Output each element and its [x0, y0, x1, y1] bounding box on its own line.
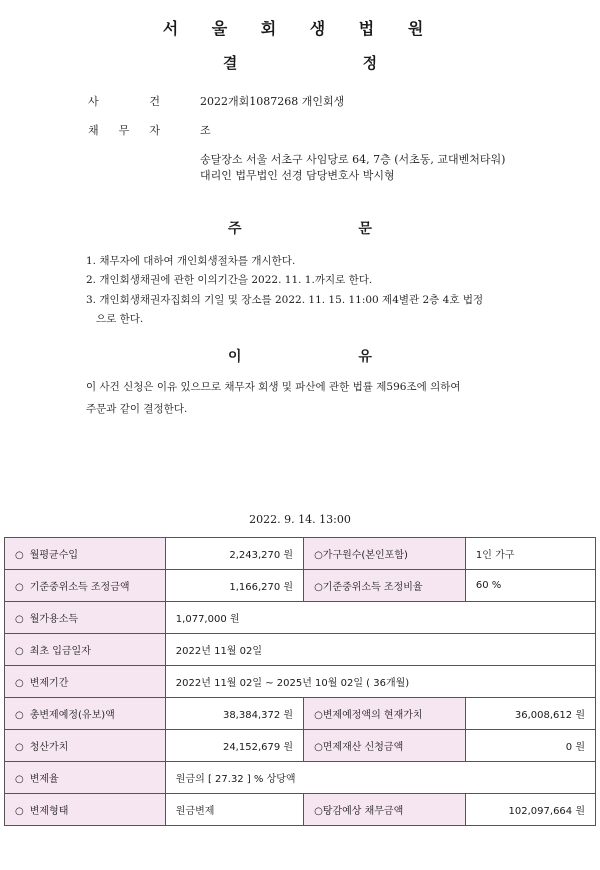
reason-heading: 이 유	[228, 349, 428, 365]
table-row	[5, 730, 596, 762]
legal-agent: 대리인 법무법인 선경 담당변호사 박시형	[200, 169, 395, 182]
case-label: 사 건	[88, 95, 160, 108]
document-type: 결 정	[222, 54, 438, 72]
table-row	[5, 634, 596, 666]
monthly-income-label: ○ 월평균수입	[5, 538, 166, 570]
circle-bullet-icon: ○	[15, 678, 24, 689]
circle-bullet-icon: ○	[15, 710, 24, 721]
circle-bullet-icon: ○	[15, 806, 24, 817]
order-item-1: 1. 채무자에 대하여 개인회생절차를 개시한다.	[86, 255, 296, 267]
circle-bullet-icon: ○	[314, 550, 323, 561]
first-payment-label: ○ 최초 입금일자	[5, 634, 166, 666]
liquidation-value-label: ○ 청산가치	[5, 730, 166, 762]
circle-bullet-icon: ○	[314, 710, 323, 721]
total-repayment-label: ○ 총변제예정(유보)액	[5, 698, 166, 730]
debt-reduction-label: ○탕감예상 채무금액	[304, 794, 466, 826]
circle-bullet-icon: ○	[15, 742, 24, 753]
case-number: 2022개회1087268 개인회생	[200, 95, 345, 108]
circle-bullet-icon: ○	[15, 646, 24, 657]
table-row	[5, 698, 596, 730]
exempt-property-value: 0 원	[465, 730, 595, 762]
circle-bullet-icon: ○	[15, 550, 24, 561]
available-income-label: ○ 월가용소득	[5, 602, 166, 634]
circle-bullet-icon: ○	[15, 774, 24, 785]
table-row	[5, 570, 596, 602]
order-heading: 주 문	[228, 221, 428, 237]
repayment-period-value: 2022년 11월 02일 ~ 2025년 10월 02일 ( 36개월)	[165, 666, 595, 698]
order-item-3-cont: 으로 한다.	[86, 313, 144, 325]
table-row	[5, 794, 596, 826]
table-row	[5, 538, 596, 570]
debtor-name: 조	[200, 124, 211, 137]
household-value: 1인 가구	[465, 538, 595, 570]
exempt-property-label: ○면제재산 신청금액	[304, 730, 466, 762]
circle-bullet-icon: ○	[15, 614, 24, 625]
repayment-period-label: ○ 변제기간	[5, 666, 166, 698]
repayment-type-value: 원금변제	[165, 794, 303, 826]
circle-bullet-icon: ○	[314, 742, 323, 753]
debtor-label: 채 무 자	[88, 124, 160, 137]
table-row	[5, 602, 596, 634]
decision-date: 2022. 9. 14. 13:00	[249, 513, 351, 526]
rehabilitation-summary-table	[4, 537, 596, 826]
debt-reduction-value: 102,097,664 원	[465, 794, 595, 826]
median-adjusted-label: ○ 기준중위소득 조정금액	[5, 570, 166, 602]
repayment-rate-label: ○ 변제율	[5, 762, 166, 794]
table-row	[5, 762, 596, 794]
repayment-type-label: ○ 변제형태	[5, 794, 166, 826]
present-value-value: 36,008,612 원	[465, 698, 595, 730]
monthly-income-value: 2,243,270 원	[165, 538, 303, 570]
median-adjusted-value: 1,166,270 원	[165, 570, 303, 602]
order-item-3: 3. 개인회생채권자집회의 기일 및 장소를 2022. 11. 15. 11:00 제4별관 2층 4호 법정	[86, 294, 484, 306]
table-row	[5, 666, 596, 698]
reason-text: 이 사건 신청은 이유 있으므로 채무자 회생 및 파산에 관한 법률 제596조에 의하여 주문과 같이 결정한다.	[86, 381, 461, 415]
order-item-2: 2. 개인회생채권에 관한 이의기간을 2022. 11. 1.까지로 한다.	[86, 274, 373, 286]
repayment-rate-value: 원금의 [ 27.32 ] % 상당액	[165, 762, 595, 794]
total-repayment-value: 38,384,372 원	[165, 698, 303, 730]
liquidation-value-value: 24,152,679 원	[165, 730, 303, 762]
circle-bullet-icon: ○	[314, 582, 323, 593]
first-payment-value: 2022년 11월 02일	[165, 634, 595, 666]
median-ratio-label: ○기준중위소득 조정비율	[304, 570, 466, 602]
present-value-label: ○변제예정액의 현재가치	[304, 698, 466, 730]
household-label: ○가구원수(본인포함)	[304, 538, 466, 570]
available-income-value: 1,077,000 원	[165, 602, 595, 634]
court-name: 서 울 회 생 법 원	[162, 19, 438, 38]
circle-bullet-icon: ○	[314, 806, 323, 817]
delivery-address: 송달장소 서울 서초구 사임당로 64, 7층 (서초동, 교대벤처타워)	[200, 153, 506, 166]
median-ratio-value: 60 %	[465, 570, 595, 602]
circle-bullet-icon: ○	[15, 582, 24, 593]
